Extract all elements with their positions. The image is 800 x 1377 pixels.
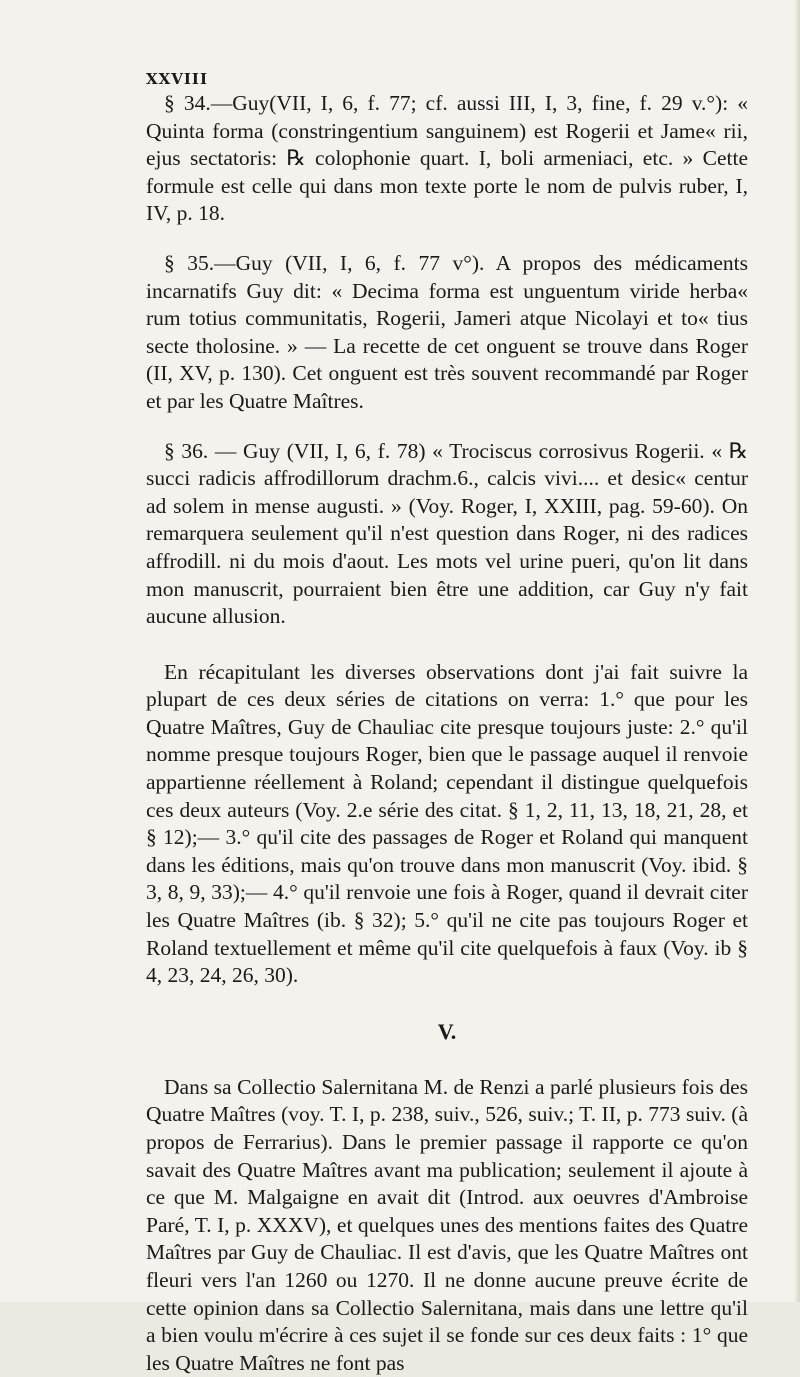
section-heading: V.: [437, 1018, 457, 1044]
paragraph-section-36: § 36. — Guy (VII, I, 6, f. 78) « Trociscus corrosivus Rogerii. « ℞ succi radicis affrodillorum drachm.6., calcis vivi.... et desic« centur ad solem in mense augusti. » (Voy. Roger, I, XXIII, pag. 59-60). On remarquera seulement qu'il n'est question dans Roger, ni des radices affrodill. ni du mois d'aout. Les mots vel urine pueri, qu'on lit dans mon manuscrit, pourraient bien être une addition, car Guy n'y fait aucune allusion.: [146, 438, 748, 629]
paragraph-section-34: § 34.—Guy(VII, I, 6, f. 77; cf. aussi III, I, 3, fine, f. 29 v.°): « Quinta forma (constringentium sanguinem) est Rogerii et Jame« rii, ejus sectatoris: ℞ colophonie quart. I, boli armeniaci, etc. » Cette formule est celle qui dans mon texte porte le nom de pulvis ruber, I, IV, p. 18.: [146, 91, 748, 226]
paragraph-recapitulation: En récapitulant les diverses observations dont j'ai fait suivre la plupart de ces deux séries de citations on verra: 1.° que pour les Quatre Maîtres, Guy de Chauliac cite presque toujours juste: 2.° qu'il nomme presque toujours Roger, bien que le passage auquel il renvoie appartienne réellement à Roland; cependant il distingue quelquefois ces deux auteurs (Voy. 2.e série des citat. § 1, 2, 11, 13, 18, 21, 28, et § 12);— 3.° qu'il cite des passages de Roger et Roland qui manquent dans les éditions, mais qu'on trouve dans mon manuscrit (Voy. ibid. § 3, 8, 9, 33);— 4.° qu'il renvoie une fois à Roger, quand il devrait citer les Quatre Maîtres (ib. § 32); 5.° qu'il ne cite pas toujours Roger et Roland textuellement et même qu'il cite quelquefois à faux (Voy. ib § 4, 23, 24, 26, 30).: [146, 659, 748, 988]
paragraph-section-35: § 35.—Guy (VII, I, 6, f. 77 v°). A propos des médicaments incarnatifs Guy dit: « Decima forma est unguentum viride herba« rum totius communitatis, Rogerii, Jameri atque Nicolayi et to« tius secte tholosine. » — La recette de cet onguent se trouve dans Roger (II, XV, p. 130). Cet onguent est très souvent recommandé par Roger et par les Quatre Maîtres.: [146, 250, 748, 413]
paragraph-collectio-salernitana: Dans sa Collectio Salernitana M. de Renzi a parlé plusieurs fois des Quatre Maîtres (voy. T. I, p. 238, suiv., 526, suiv.; T. II, p. 773 suiv. (à propos de Ferrarius). Dans le premier passage il rapporte ce qu'on savait des Quatre Maîtres avant ma publication; seulement il ajoute à ce que M. Malgaigne en avait dit (Introd. aux oeuvres d'Ambroise Paré, T. I, p. XXXV), et quelques unes des mentions faites des Quatre Maîtres par Guy de Chauliac. Il est d'avis, que les Quatre Maîtres ont fleuri vers l'an 1260 ou 1270. Il ne donne aucune preuve écrite de cette opinion dans sa Collectio Salernitana, mais dans une lettre qu'il a bien voulu m'écrire à ces sujet il se fonde sur ces deux faits : 1° que les Quatre Maîtres ne font pas: [146, 1074, 748, 1375]
page-folio: XXVIII: [146, 70, 208, 88]
